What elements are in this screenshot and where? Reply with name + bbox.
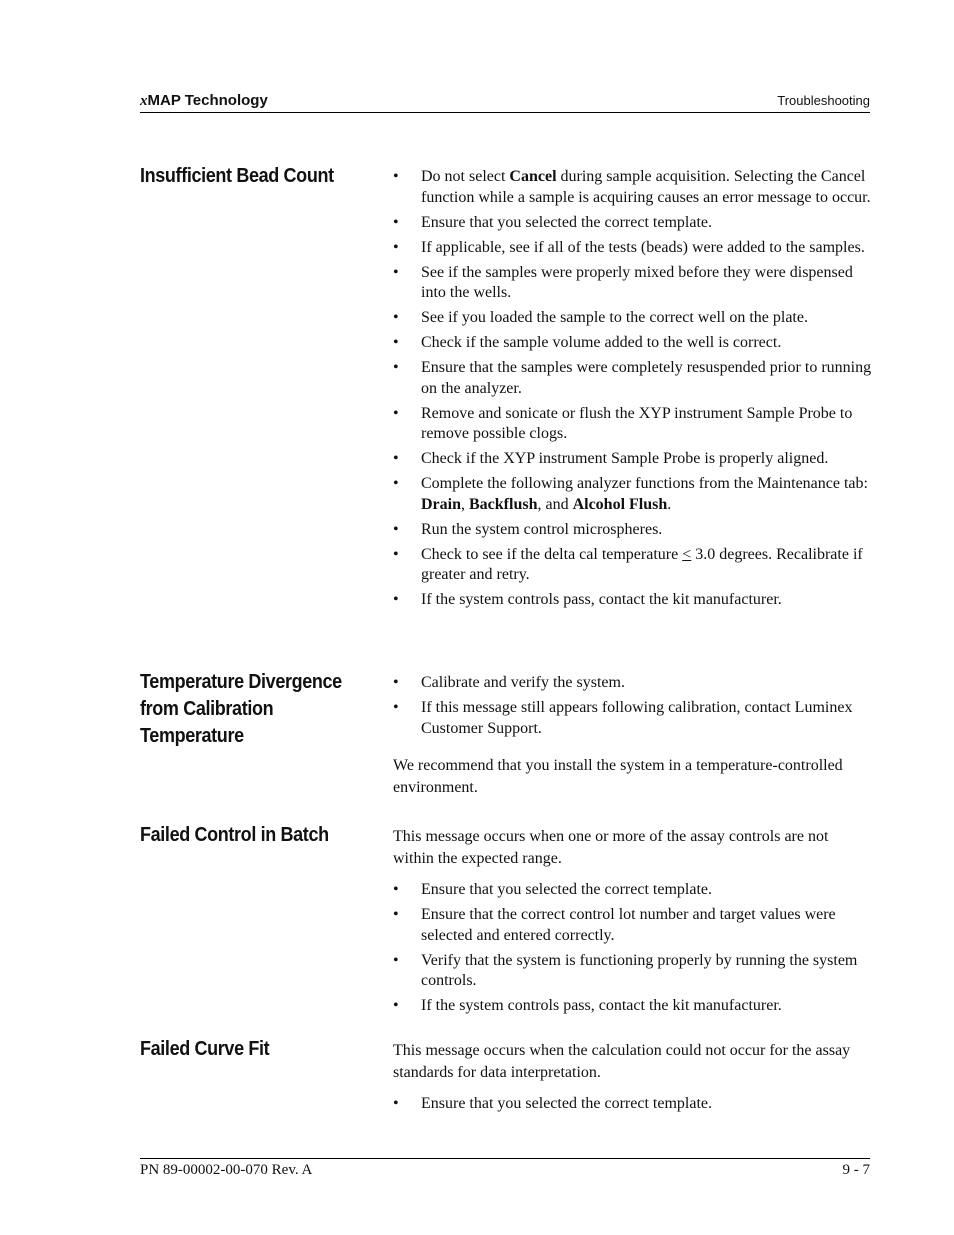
text-run: If this message still appears following calibration, contact Luminex Customer Support. xyxy=(421,699,853,737)
bullet-icon: • xyxy=(393,906,399,923)
bullet-icon: • xyxy=(393,1095,399,1112)
text-run: Ensure that the samples were completely resuspended prior to running on the analyzer. xyxy=(421,359,872,397)
text-run: See if you loaded the sample to the correct well on the plate. xyxy=(421,309,808,326)
list-item xyxy=(393,880,873,901)
text-run: Check to see if the delta cal temperature xyxy=(421,545,683,563)
list-item xyxy=(393,545,873,586)
text-run: Ensure that the correct control lot number and target values were selected and entered correctly. xyxy=(421,906,836,944)
header-brand: xMAP Technology xyxy=(140,92,268,109)
bullet-icon: • xyxy=(393,450,399,467)
list-item xyxy=(393,333,873,354)
page-footer xyxy=(140,1158,870,1178)
text-run: Ensure that you selected the correct template. xyxy=(421,881,712,898)
list-item xyxy=(393,996,873,1017)
list-item xyxy=(393,449,873,470)
section-body xyxy=(393,167,873,615)
bullet-icon: • xyxy=(393,213,399,231)
list-item xyxy=(393,698,873,739)
text-run: Ensure that you selected the correct template. xyxy=(421,213,712,231)
text-run: . xyxy=(667,495,672,513)
text-run: 3.0 degrees. Recalibrate if greater and retry. xyxy=(421,545,863,583)
list-item xyxy=(393,358,873,399)
section-body xyxy=(393,1040,873,1119)
list-item xyxy=(393,167,873,208)
bold-term: Backflush xyxy=(469,495,538,513)
bold-term: Cancel xyxy=(509,168,557,185)
bullet-icon: • xyxy=(393,520,399,538)
text-run: Verify that the system is functioning properly by running the system controls. xyxy=(421,951,858,989)
text-run: If the system controls pass, contact the kit manufacturer. xyxy=(421,997,782,1014)
bullet-icon: • xyxy=(393,309,399,326)
bullet-icon: • xyxy=(393,545,399,563)
bullet-icon: • xyxy=(393,263,399,281)
section-body xyxy=(393,673,873,809)
bullet-icon: • xyxy=(393,334,399,351)
section-body xyxy=(393,826,873,1021)
text-run: , xyxy=(461,495,469,513)
page-header xyxy=(140,90,870,113)
list-item xyxy=(393,520,873,541)
paragraph: This message occurs when one or more of the assay controls are not within the expected range. xyxy=(393,828,829,867)
list-item xyxy=(393,951,873,992)
bullet-icon: • xyxy=(393,997,399,1014)
section-heading: Insufficient Bead Count xyxy=(140,165,334,187)
list-item xyxy=(393,905,873,946)
bullet-icon: • xyxy=(393,591,399,608)
list-item xyxy=(393,404,873,445)
text-run: Run the system control microspheres. xyxy=(421,520,663,538)
bullet-icon: • xyxy=(393,951,399,969)
bullet-icon: • xyxy=(393,674,399,691)
text-run: Ensure that you selected the correct template. xyxy=(421,1095,712,1112)
list-item xyxy=(393,1094,873,1115)
text-run: If applicable, see if all of the tests (beads) were added to the samples. xyxy=(421,238,865,256)
header-section: Troubleshooting xyxy=(777,93,870,108)
list-item xyxy=(393,238,873,259)
bullet-list xyxy=(393,167,873,611)
text-run: Check if the XYP instrument Sample Probe is properly aligned. xyxy=(421,450,829,467)
text-run: See if the samples were properly mixed before they were dispensed into the wells. xyxy=(421,263,853,301)
bullet-list xyxy=(393,880,873,1017)
bullet-icon: • xyxy=(393,404,399,422)
footer-page-number: 9 - 7 xyxy=(842,1162,870,1178)
text-run: < xyxy=(682,545,692,563)
list-item xyxy=(393,263,873,304)
paragraph: This message occurs when the calculation could not occur for the assay standards for data interpretation. xyxy=(393,1042,851,1081)
bullet-list xyxy=(393,673,873,739)
bold-term: Alcohol Flush xyxy=(572,495,668,513)
bullet-icon: • xyxy=(393,238,399,256)
text-run: , and xyxy=(537,495,573,513)
bullet-list xyxy=(393,1094,873,1115)
footer-part-number: PN 89-00002-00-070 Rev. A xyxy=(140,1162,313,1178)
bullet-icon: • xyxy=(393,359,399,376)
text-run: Calibrate and verify the system. xyxy=(421,674,625,691)
section-heading: Temperature Divergence from Calibration Temperature xyxy=(140,671,342,747)
bold-term: Drain xyxy=(421,495,461,513)
list-item xyxy=(393,474,873,515)
list-item xyxy=(393,308,873,329)
text-run: during sample acquisition. Selecting the Cancel function while a sample is acquiring causes an error message to occur. xyxy=(421,168,871,206)
bullet-icon: • xyxy=(393,168,399,185)
text-run: Complete the following analyzer functions from the Maintenance tab: xyxy=(421,475,868,492)
text-run: If the system controls pass, contact the kit manufacturer. xyxy=(421,591,782,608)
bullet-icon: • xyxy=(393,881,399,898)
list-item xyxy=(393,590,873,611)
bullet-icon: • xyxy=(393,699,399,716)
bullet-icon: • xyxy=(393,475,399,492)
section-heading: Failed Control in Batch xyxy=(140,824,329,846)
list-item xyxy=(393,213,873,234)
list-item xyxy=(393,673,873,694)
text-run: Check if the sample volume added to the well is correct. xyxy=(421,334,782,351)
paragraph: We recommend that you install the system in a temperature-controlled environment. xyxy=(393,757,843,796)
text-run: Remove and sonicate or flush the XYP instrument Sample Probe to remove possible clogs. xyxy=(421,404,853,442)
text-run: Do not select xyxy=(421,168,510,185)
section-heading: Failed Curve Fit xyxy=(140,1038,270,1060)
